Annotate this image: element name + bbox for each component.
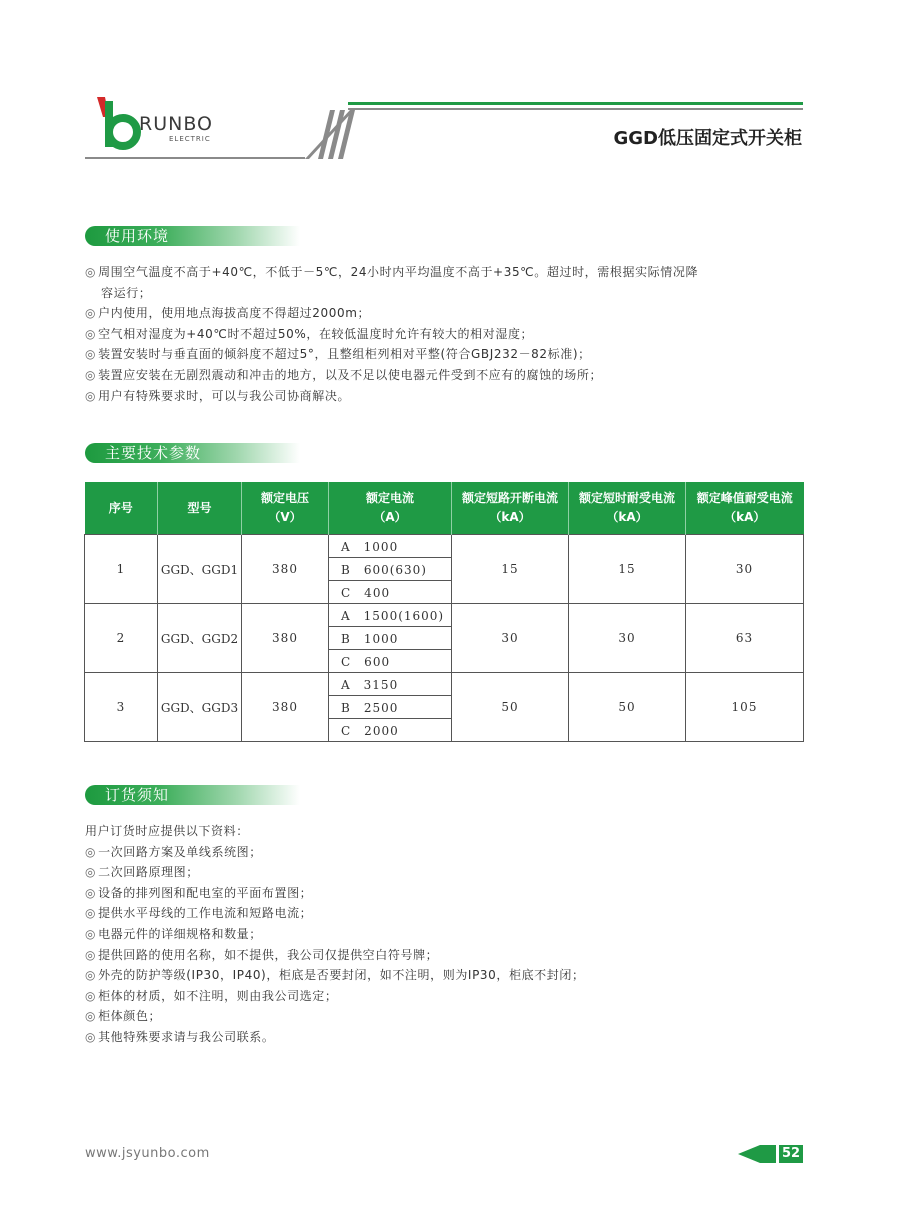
table-row xyxy=(85,535,804,558)
cell-model: GGD、GGD1 xyxy=(158,535,242,604)
cell-current: C 600 xyxy=(329,650,452,673)
cell-short-time: 50 xyxy=(569,673,686,742)
page-title: GGD低压固定式开关柜 xyxy=(613,128,802,149)
ordering-intro: 用户订货时应提供以下资料： xyxy=(85,824,249,838)
bullet-icon: ◎ xyxy=(85,947,97,962)
cell-current: C 2000 xyxy=(329,719,452,742)
bullet-icon: ◎ xyxy=(85,306,97,321)
cell-voltage: 380 xyxy=(242,535,329,604)
cell-breaking: 15 xyxy=(452,535,569,604)
section-title-ordering: 订货须知 xyxy=(105,786,170,804)
cell-current: B 600(630) xyxy=(329,558,452,581)
cell-peak: 30 xyxy=(686,535,804,604)
spec-table xyxy=(84,482,804,742)
table-row xyxy=(85,604,804,627)
brand-subtitle: ELECTRIC xyxy=(169,135,211,143)
cell-peak: 63 xyxy=(686,604,804,673)
bullet-icon: ◎ xyxy=(85,865,97,880)
section-tag-parameters xyxy=(85,443,300,463)
bullet-icon: ◎ xyxy=(85,885,97,900)
list-item: ◎ 外壳的防护等级(IP30，IP40)，柜底是否要封闭，如不注明，则为IP30，柜底不封闭； xyxy=(85,968,585,983)
header-voltage: 额定电压 （V） xyxy=(242,482,329,535)
list-item: ◎ 提供回路的使用名称，如不提供，我公司仅提供空白符号牌； xyxy=(85,947,439,962)
bullet-icon: ◎ xyxy=(85,326,97,341)
list-item: ◎ 提供水平母线的工作电流和短路电流； xyxy=(85,906,313,921)
bullet-icon: ◎ xyxy=(85,265,97,279)
header-model: 型号 xyxy=(158,482,242,535)
list-item: 容运行； xyxy=(101,285,152,300)
list-item: ◎ 二次回路原理图； xyxy=(85,865,199,880)
bullet-icon: ◎ xyxy=(85,906,97,921)
cell-no: 2 xyxy=(85,604,158,673)
cell-current: B 2500 xyxy=(329,696,452,719)
table-header-row xyxy=(85,482,804,535)
section-title-parameters: 主要技术参数 xyxy=(105,444,202,462)
table-row xyxy=(85,673,804,696)
cell-peak: 105 xyxy=(686,673,804,742)
list-item: ◎ 周围空气温度不高于+40℃，不低于－5℃，24小时内平均温度不高于+35℃。超过时，需根据实际情况降 xyxy=(85,265,699,279)
page-arrow-icon xyxy=(738,1143,780,1165)
list-item: ◎ 空气相对湿度为+40℃时不超过50%，在较低温度时允许有较大的相对湿度； xyxy=(85,326,534,341)
list-item: ◎ 设备的排列图和配电室的平面布置图； xyxy=(85,885,313,900)
list-item: ◎ 其他特殊要求请与我公司联系。 xyxy=(85,1029,275,1044)
ordering-list xyxy=(85,821,805,1048)
footer-url[interactable]: www.jsyunbo.com xyxy=(85,1146,210,1161)
cell-voltage: 380 xyxy=(242,673,329,742)
cell-current: B 1000 xyxy=(329,627,452,650)
cell-voltage: 380 xyxy=(242,604,329,673)
list-item: ◎ 户内使用，使用地点海拔高度不得超过2000m； xyxy=(85,306,371,321)
cell-current: A 1500(1600) xyxy=(329,604,452,627)
cell-no: 1 xyxy=(85,535,158,604)
cell-short-time: 15 xyxy=(569,535,686,604)
cell-model: GGD、GGD2 xyxy=(158,604,242,673)
company-logo xyxy=(95,95,235,155)
bullet-icon: ◎ xyxy=(85,926,97,941)
cell-current: A 1000 xyxy=(329,535,452,558)
cell-short-time: 30 xyxy=(569,604,686,673)
page-number: 52 xyxy=(779,1145,803,1163)
bullet-icon: ◎ xyxy=(85,347,97,362)
brand-name: RUNBO xyxy=(139,113,213,135)
header-peak: 额定峰值耐受电流 （kA） xyxy=(686,482,804,535)
bullet-icon: ◎ xyxy=(85,367,97,382)
environment-list xyxy=(85,262,805,406)
bullet-icon: ◎ xyxy=(85,388,97,403)
list-item: ◎ 用户有特殊要求时，可以与我公司协商解决。 xyxy=(85,388,351,403)
cell-current: C 400 xyxy=(329,581,452,604)
list-item: ◎ 柜体的材质，如不注明，则由我公司选定； xyxy=(85,988,338,1003)
header-breaking: 额定短路开断电流 （kA） xyxy=(452,482,569,535)
list-item: ◎ 电器元件的详细规格和数量； xyxy=(85,926,262,941)
cell-breaking: 50 xyxy=(452,673,569,742)
header-short-time: 额定短时耐受电流 （kA） xyxy=(569,482,686,535)
list-item: ◎ 一次回路方案及单线系统图； xyxy=(85,844,262,859)
header-no: 序号 xyxy=(85,482,158,535)
header-current: 额定电流 （A） xyxy=(329,482,452,535)
section-title-environment: 使用环境 xyxy=(105,227,170,245)
bullet-icon: ◎ xyxy=(85,988,97,1003)
list-item: ◎ 装置安装时与垂直面的倾斜度不超过5°，且整组柜列相对平整(符合GBJ232－82标准)； xyxy=(85,347,591,362)
section-tag-environment xyxy=(85,226,300,246)
bullet-icon: ◎ xyxy=(85,1009,97,1024)
cell-model: GGD、GGD3 xyxy=(158,673,242,742)
bullet-icon: ◎ xyxy=(85,968,97,983)
cell-breaking: 30 xyxy=(452,604,569,673)
cell-current: A 3150 xyxy=(329,673,452,696)
list-item: ◎ 柜体颜色； xyxy=(85,1009,162,1024)
cell-no: 3 xyxy=(85,673,158,742)
bullet-icon: ◎ xyxy=(85,1029,97,1044)
list-item: ◎ 装置应安装在无剧烈震动和冲击的地方，以及不足以使电器元件受到不应有的腐蚀的场所； xyxy=(85,367,603,382)
bullet-icon: ◎ xyxy=(85,844,97,859)
section-tag-ordering xyxy=(85,785,300,805)
